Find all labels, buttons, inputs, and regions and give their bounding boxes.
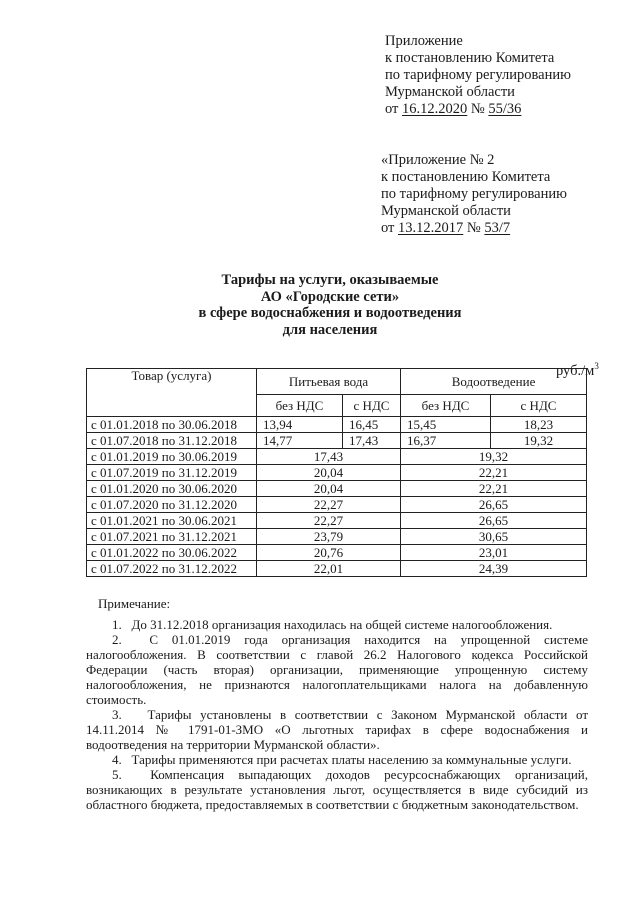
appendix-current-num-sign: № [470,101,485,117]
document-title [150,272,510,338]
drain-tariff: 30,65 [401,529,587,545]
table-row [87,513,587,529]
appendix-original-header [381,152,567,237]
tariff-table [86,368,587,577]
row-period: с 01.01.2018 по 30.06.2018 [87,417,257,433]
water-tariff: 22,27 [257,513,401,529]
water-no-vat: 14,77 [257,433,343,449]
appendix-original-date-prefix: от [381,220,395,236]
appendix-current-date-prefix: от [385,101,399,117]
appendix-current-line1: Приложение [385,33,463,49]
appendix-current-line2: к постановлению Комитета [385,50,555,66]
unit-text: руб./м [556,363,595,379]
appendix-original-line4: Мурманской области [381,203,511,219]
drain-tariff: 22,21 [401,481,587,497]
table-row [87,433,587,449]
appendix-original-date-line [381,220,567,237]
notes-section [86,596,588,812]
table-row [87,449,587,465]
title-line3: в сфере водоснабжения и водоотведения [198,305,462,321]
header-goods: Товар (услуга) [87,369,257,417]
appendix-current-line4: Мурманской области [385,84,515,100]
water-vat: 17,43 [343,433,401,449]
header-water: Питьевая вода [257,369,401,395]
appendix-current-line3: по тарифному регулированию [385,67,571,83]
row-period: с 01.01.2022 по 30.06.2022 [87,545,257,561]
drain-tariff: 24,39 [401,561,587,577]
drain-tariff: 19,32 [401,449,587,465]
subheader-drain-no-vat: без НДС [401,395,491,417]
drain-tariff: 23,01 [401,545,587,561]
note-item: 2. С 01.01.2019 года организация находится на упрощенной системе налогообложения. В соответствии с главой 26.2 Налогового кодекса Российской Федерации (часть вторая) организации, применяющие упрощенную систему налогообложения, не признаются налогоплательщиками налога на добавленную стоимость. [86,632,588,707]
water-tariff: 22,27 [257,497,401,513]
row-period: с 01.07.2021 по 31.12.2021 [87,529,257,545]
drain-tariff: 26,65 [401,497,587,513]
title-line4: для населения [282,321,378,338]
table-row [87,561,587,577]
note-item: 1. До 31.12.2018 организация находилась на общей системе налогообложения. [112,617,553,632]
water-tariff: 20,76 [257,545,401,561]
header-drain: Водоотведение [401,369,587,395]
title-line2: АО «Городские сети» [260,288,400,305]
drain-no-vat: 15,45 [401,417,491,433]
appendix-current-header [385,33,571,118]
water-tariff: 20,04 [257,481,401,497]
note-item: 5. Компенсация выпадающих доходов ресурсоснабжающих организаций, возникающих в результате установления льгот, осуществляется в виде субсидий из областного бюджета, предоставляемых в соответствии с бюджетным законодательством. [86,767,588,812]
table-row [87,497,587,513]
appendix-current-date-line [385,101,571,118]
water-no-vat: 13,94 [257,417,343,433]
appendix-current-number: 55/36 [488,101,522,117]
appendix-original-line1: «Приложение № 2 [381,152,495,168]
row-period: с 01.07.2022 по 31.12.2022 [87,561,257,577]
water-tariff: 22,01 [257,561,401,577]
table-row [87,417,587,433]
row-period: с 01.07.2019 по 31.12.2019 [87,465,257,481]
appendix-original-number: 53/7 [484,220,511,236]
water-tariff: 17,43 [257,449,401,465]
water-tariff: 20,04 [257,465,401,481]
appendix-original-date: 13.12.2017 [398,220,464,236]
table-row [87,545,587,561]
water-tariff: 23,79 [257,529,401,545]
drain-vat: 18,23 [491,417,587,433]
water-vat: 16,45 [343,417,401,433]
appendix-original-line2: к постановлению Комитета [381,169,551,185]
table-row [87,481,587,497]
row-period: с 01.07.2020 по 31.12.2020 [87,497,257,513]
row-period: с 01.01.2019 по 30.06.2019 [87,449,257,465]
row-period: с 01.01.2020 по 30.06.2020 [87,481,257,497]
appendix-original-num-sign: № [466,220,481,236]
subheader-water-vat: с НДС [343,395,401,417]
drain-vat: 19,32 [491,433,587,449]
table-row [87,529,587,545]
row-period: с 01.07.2018 по 31.12.2018 [87,433,257,449]
subheader-water-no-vat: без НДС [257,395,343,417]
appendix-original-line3: по тарифному регулированию [381,186,567,202]
unit-superscript: 3 [594,361,599,371]
drain-tariff: 22,21 [401,465,587,481]
notes-heading: Примечание: [98,596,171,611]
table-row [87,465,587,481]
subheader-drain-vat: с НДС [491,395,587,417]
row-period: с 01.01.2021 по 30.06.2021 [87,513,257,529]
note-item: 4. Тарифы применяются при расчетах платы населению за коммунальные услуги. [112,752,572,767]
appendix-current-date: 16.12.2020 [402,101,468,117]
drain-tariff: 26,65 [401,513,587,529]
drain-no-vat: 16,37 [401,433,491,449]
title-line1: Тарифы на услуги, оказываемые [221,272,439,288]
note-item: 3. Тарифы установлены в соответствии с Законом Мурманской области от 14.11.2014 № 1791-01-ЗМО «О льготных тарифах в сфере водоснабжения и водоотведения на территории Мурманской области». [86,707,588,752]
